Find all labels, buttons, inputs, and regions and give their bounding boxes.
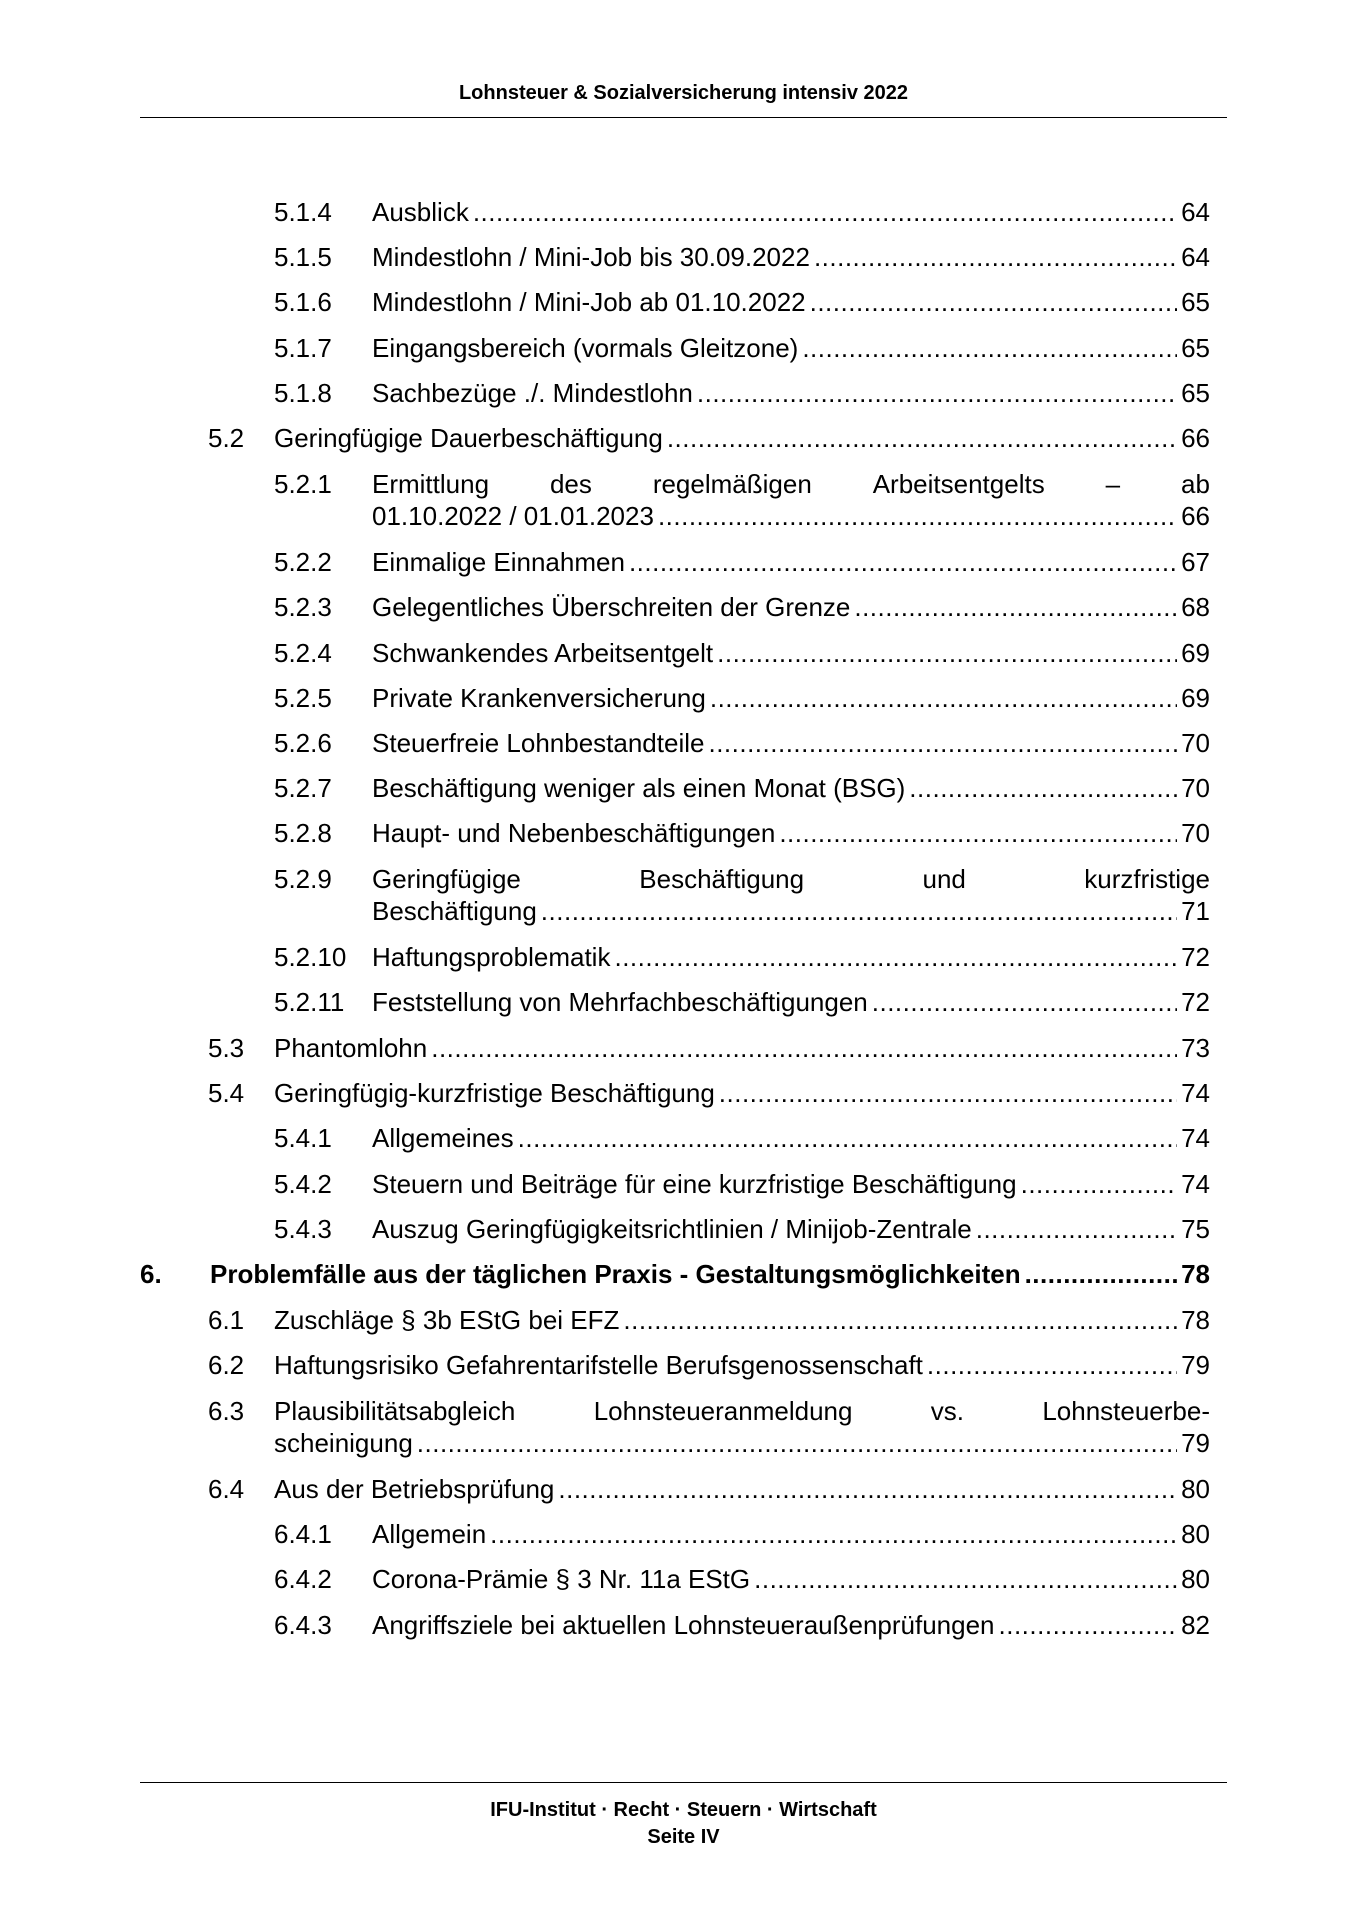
toc-entry-title: Schwankendes Arbeitsentgelt [372,638,714,668]
toc-entry-number: 5.2.5 [274,683,332,713]
toc-dot-leader [708,727,1177,759]
footer-page-number: Seite IV [647,1826,720,1848]
toc-entry-number: 5.2.2 [274,547,332,577]
toc-dot-leader [909,772,1177,804]
toc-entry-title: Phantomlohn [274,1033,428,1063]
toc-entry-number: 5.2.8 [274,818,332,848]
toc-entry-number: 6.2 [208,1350,245,1380]
toc-entry-page: 80 [1181,1519,1210,1549]
toc-entry-title: Steuern und Beiträge für eine kurzfristige Beschäftigung [372,1169,1017,1199]
toc-entry-number: 5.1.6 [274,287,332,317]
toc-entry-number: 5.2 [208,423,245,453]
toc-entry-page: 72 [1181,987,1210,1017]
toc-entry-number: 6.4 [208,1474,245,1504]
toc-dot-leader [872,986,1177,1018]
toc-entry-title: Beschäftigung [372,896,537,926]
toc-entry-title-word: Arbeitsentgelts [872,469,1045,499]
toc-entry-title: Mindestlohn / Mini-Job bis 30.09.2022 [372,242,810,272]
toc-entry-number: 5.2.1 [274,469,332,499]
toc-entry-page: 80 [1181,1564,1210,1594]
toc-dot-leader [667,422,1177,454]
toc-entry-title: Geringfügige Dauerbeschäftigung [274,423,663,453]
toc-dot-leader [810,286,1177,318]
toc-entry-number: 6.4.1 [274,1519,332,1549]
toc-dot-leader [658,500,1177,532]
toc-entry-page: 64 [1181,242,1210,272]
toc-entry-number: 5.1.4 [274,197,332,227]
toc-dot-leader [623,1304,1177,1336]
toc-entry-page: 69 [1181,683,1210,713]
toc-entry-number: 5.2.6 [274,728,332,758]
toc-entry-title-word: ab [1181,469,1210,499]
toc-dot-leader [927,1349,1177,1381]
toc-entry-page: 79 [1181,1428,1210,1458]
toc-entry-title: Zuschläge § 3b EStG bei EFZ [274,1305,620,1335]
toc-entry-title: 01.10.2022 / 01.01.2023 [372,501,654,531]
toc-entry-page: 78 [1181,1259,1210,1289]
toc-entry-number: 5.2.10 [274,942,347,972]
toc-entry-title: Sachbezüge ./. Mindestlohn [372,378,693,408]
toc-entry-title-word: Plausibilitätsabgleich [274,1396,516,1426]
toc-entry-number: 6.3 [208,1396,245,1426]
toc-entry-page: 74 [1181,1169,1210,1199]
toc-entry-page: 74 [1181,1123,1210,1153]
toc-dot-leader [473,196,1177,228]
toc-entry-title-word: Geringfügige [372,864,521,894]
toc-entry-page: 66 [1181,501,1210,531]
toc-entry-title: Corona-Prämie § 3 Nr. 11a EStG [372,1564,751,1594]
toc-entry-title-word: Lohnsteuerbe- [1042,1396,1210,1426]
toc-entry-title: Problemfälle aus der täglichen Praxis - Gestaltungsmöglichkeiten [210,1259,1021,1289]
toc-entry-title-word: – [1105,469,1121,499]
toc-entry-title-word: Beschäftigung [639,864,805,894]
toc-entry-page: 70 [1181,773,1210,803]
toc-entry-page: 75 [1181,1214,1210,1244]
toc-dot-leader [490,1518,1177,1550]
footer-organization: IFU-Institut · Recht · Steuern · Wirtschaft [490,1799,877,1821]
toc-entry-title: Haftungsproblematik [372,942,611,972]
toc-dot-leader [802,332,1177,364]
toc-entry-number: 5.1.7 [274,333,332,363]
running-header-title: Lohnsteuer & Sozialversicherung intensiv 2022 [458,82,909,104]
toc-dot-leader [558,1473,1177,1505]
toc-dot-leader [417,1427,1177,1459]
toc-entry-number: 5.2.7 [274,773,332,803]
toc-entry-title: Gelegentliches Überschreiten der Grenze [372,592,851,622]
toc-entry-page: 80 [1181,1474,1210,1504]
toc-entry-title: scheinigung [274,1428,413,1458]
toc-entry-number: 5.2.3 [274,592,332,622]
toc-entry-number: 5.1.8 [274,378,332,408]
toc-entry-title-word: vs. [930,1396,964,1426]
toc-entry-page: 70 [1181,818,1210,848]
toc-entry-title-word: des [549,469,592,499]
toc-entry-title-word: und [922,864,966,894]
toc-dot-leader [814,241,1177,273]
toc-entry-page: 65 [1181,378,1210,408]
toc-entry-number: 5.4 [208,1078,245,1108]
toc-entry-page: 72 [1181,942,1210,972]
toc-entry-number: 5.1.5 [274,242,332,272]
footer-rule [140,1782,1227,1783]
toc-entry-page: 70 [1181,728,1210,758]
toc-dot-leader [1021,1168,1177,1200]
toc-entry-title: Private Krankenversicherung [372,683,706,713]
toc-dot-leader [754,1563,1177,1595]
toc-entry-number: 5.2.9 [274,864,332,894]
toc-entry-page: 82 [1181,1610,1210,1640]
toc-entry-title: Auszug Geringfügigkeitsrichtlinien / Minijob-Zentrale [372,1214,972,1244]
toc-dot-leader [779,817,1177,849]
toc-entry-title-word: Lohnsteueranmeldung [593,1396,853,1426]
toc-entry-title: Aus der Betriebsprüfung [274,1474,555,1504]
toc-entry-title-word: regelmäßigen [652,469,812,499]
toc-dot-leader [541,895,1177,927]
toc-dot-leader [976,1213,1177,1245]
toc-entry-title: Angriffsziele bei aktuellen Lohnsteueraußenprüfungen [372,1610,995,1640]
toc-dot-leader [999,1609,1178,1641]
toc-entry-number: 6.4.2 [274,1564,332,1594]
toc-dot-leader [854,591,1177,623]
toc-entry-page: 65 [1181,287,1210,317]
toc-entry-title: Feststellung von Mehrfachbeschäftigungen [372,987,868,1017]
toc-entry-number: 6. [140,1259,162,1289]
toc-entry-number: 5.4.3 [274,1214,332,1244]
toc-entry-page: 65 [1181,333,1210,363]
toc-entry-title: Haftungsrisiko Gefahrentarifstelle Berufsgenossenschaft [274,1350,923,1380]
toc-dot-leader [719,1077,1177,1109]
toc-dot-leader [717,637,1177,669]
toc-entry-page: 66 [1181,423,1210,453]
toc-dot-leader [710,682,1177,714]
toc-entry-title: Haupt- und Nebenbeschäftigungen [372,818,776,848]
toc-entry-title: Geringfügig-kurzfristige Beschäftigung [274,1078,715,1108]
toc-entry-number: 5.2.4 [274,638,332,668]
toc-dot-leader [518,1122,1177,1154]
toc-entry-page: 68 [1181,592,1210,622]
toc-entry-page: 71 [1181,896,1210,926]
toc-entry-title: Beschäftigung weniger als einen Monat (BSG) [372,773,906,803]
toc-entry-number: 6.1 [208,1305,245,1335]
toc-entry-title: Allgemein [372,1519,487,1549]
toc-dot-leader [431,1032,1177,1064]
toc-entry-page: 69 [1181,638,1210,668]
toc-entry-number: 5.3 [208,1033,245,1063]
toc-dot-leader [1025,1258,1178,1290]
toc-entry-page: 74 [1181,1078,1210,1108]
toc-entry-page: 67 [1181,547,1210,577]
toc-entry-title: Mindestlohn / Mini-Job ab 01.10.2022 [372,287,806,317]
toc-dot-leader [614,941,1177,973]
toc-entry-number: 5.4.2 [274,1169,332,1199]
toc-entry-page: 73 [1181,1033,1210,1063]
toc-entry-title-word: kurzfristige [1084,864,1210,894]
toc-entry-title: Eingangsbereich (vormals Gleitzone) [372,333,799,363]
toc-entry-number: 5.4.1 [274,1123,332,1153]
toc-entry-page: 79 [1181,1350,1210,1380]
toc-entry-number: 6.4.3 [274,1610,332,1640]
toc-entry-number: 5.2.11 [274,987,345,1017]
toc-entry-title: Allgemeines [372,1123,514,1153]
toc-dot-leader [697,377,1177,409]
toc-entry-title-word: Ermittlung [372,469,490,499]
toc-entry-title: Einmalige Einnahmen [372,547,625,577]
toc-entry-title: Steuerfreie Lohnbestandteile [372,728,705,758]
toc-dot-leader [629,546,1177,578]
toc-entry-title: Ausblick [372,197,469,227]
toc-entry-page: 64 [1181,197,1210,227]
toc-entry-page: 78 [1181,1305,1210,1335]
